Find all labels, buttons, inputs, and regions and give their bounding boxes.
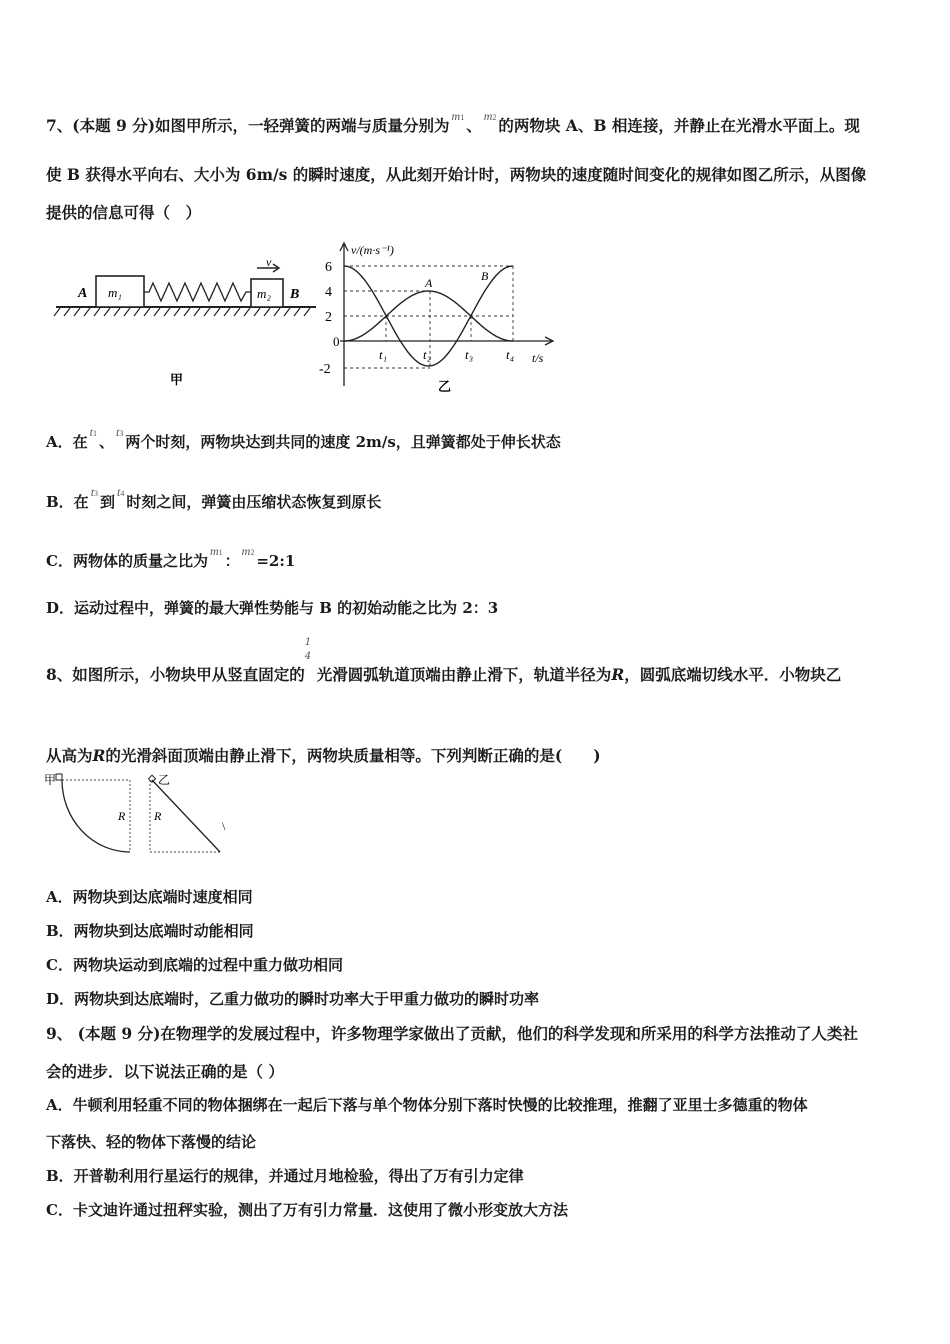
- label-A: A: [78, 286, 88, 301]
- q8-option-a[interactable]: A．两物块到达底端时速度相同: [46, 888, 253, 906]
- q9-option-b[interactable]: B．开普勒利用行星运行的规律，并通过月地检验，得出了万有引力定律: [46, 1167, 524, 1185]
- stray-mark: \: [222, 819, 226, 833]
- xtick-t4: t₄: [506, 347, 515, 362]
- var-R: R: [611, 665, 625, 684]
- q9-option-c[interactable]: C．卡文迪许通过扭秤实验，测出了万有引力常量．这使用了微小形变放大方法: [46, 1201, 568, 1219]
- var-m1: m1: [209, 544, 223, 558]
- separator: 、: [466, 116, 482, 135]
- incline: [152, 780, 220, 852]
- q8-option-c[interactable]: C．两物块运动到底端的过程中重力做功相同: [46, 956, 343, 974]
- fraction-quarter: 1 4: [304, 637, 312, 662]
- q8-line-2: 从高为R的光滑斜面顶端由静止滑下，两物块质量相等。下列判断正确的是( ): [46, 746, 601, 765]
- ytick-2: 2: [325, 310, 332, 325]
- x-axis-label: t/s: [532, 351, 544, 365]
- label-v: v: [266, 255, 272, 269]
- label-B: B: [290, 287, 300, 302]
- curve-B-label: B: [481, 269, 489, 283]
- caption-yi: 乙: [438, 379, 452, 394]
- xtick-t3: t₃: [465, 347, 474, 362]
- q9-option-a-cont: 下落快、轻的物体下落慢的结论: [46, 1133, 257, 1151]
- q7-figure-jia: [52, 252, 322, 397]
- q7-line-3: 提供的信息可得（ ）: [46, 203, 202, 222]
- label-m1: m₁: [108, 285, 122, 300]
- ytick-6: 6: [325, 260, 332, 275]
- var-m2: m2: [241, 544, 255, 558]
- label-m2: m₂: [257, 286, 271, 301]
- q9-line-1: 9、 (本题 9 分)在物理学的发展过程中，许多物理学家做出了贡献，他们的科学发现和所采用的科学方法推动了人类社: [46, 1024, 858, 1043]
- label-jia: 甲: [44, 773, 57, 787]
- curve-A-label: A: [425, 276, 433, 290]
- q7-line-2: 使 B 获得水平向右、大小为 6m/s 的瞬时速度，从此刻开始计时，两物块的速度随时间变化的规律如图乙所示，从图像: [46, 165, 867, 184]
- caption-jia: 甲: [170, 372, 184, 387]
- q8-option-d[interactable]: D．两物块到达底端时，乙重力做功的瞬时功率大于甲重力做功的瞬时功率: [46, 990, 540, 1008]
- q9-option-a[interactable]: A．牛顿利用轻重不同的物体捆绑在一起后下落与单个物体分别下落时快慢的比较推理，推翻了亚里士多德重的物体: [46, 1096, 808, 1114]
- var-t1: t1: [89, 425, 97, 439]
- q7-option-c[interactable]: C．两物体的质量之比为$^{m1}$ ：$^{m2}$ =2:1: [46, 544, 296, 570]
- ytick-neg2: -2: [319, 362, 331, 377]
- var-t3: t3: [90, 485, 99, 499]
- q7-option-a[interactable]: A．在$^{t1}$ 、$^{t3}$ 两个时刻，两物块达到共同的速度 2m/s，且弹簧都处于伸长状态: [46, 425, 561, 451]
- var-t3: t3: [116, 425, 124, 439]
- q7-text: 的两物块 A、B 相连接，并静止在光滑水平面上。现: [498, 116, 860, 135]
- xtick-t2: t₂: [423, 347, 432, 362]
- q7-text: 7、(本题 9 分)如图甲所示，一轻弹簧的两端与质量分别为: [46, 116, 450, 135]
- label-R1: R: [118, 809, 126, 823]
- var-m1: m1: [451, 109, 465, 123]
- q8-figure: [42, 768, 242, 858]
- var-m2: m2: [483, 109, 497, 123]
- q8-option-b[interactable]: B．两物块到达底端时动能相同: [46, 922, 254, 940]
- y-axis-label: v/(m·s⁻¹): [351, 243, 394, 257]
- ytick-0: 0: [333, 334, 340, 349]
- q7-figure-yi: [315, 238, 565, 398]
- q8-line-1: 8、如图所示，小物块甲从竖直固定的 1 4 光滑圆弧轨道顶端由静止滑下，轨道半径为R，圆弧底端切线水平．小物块乙: [46, 637, 842, 684]
- ytick-4: 4: [325, 285, 332, 300]
- q9-line-2: 会的进步．以下说法正确的是（ ）: [46, 1062, 284, 1081]
- q7-option-b[interactable]: B．在$^{t3}$ 到$^{t4}$ 时刻之间，弹簧由压缩状态恢复到原长: [46, 485, 382, 511]
- var-t4: t4: [117, 485, 125, 499]
- var-R: R: [92, 746, 106, 765]
- xtick-t1: t₁: [379, 347, 388, 362]
- q7-line-1: [46, 109, 860, 136]
- label-R2: R: [154, 809, 162, 823]
- label-yi: 乙: [158, 773, 171, 787]
- q7-option-d[interactable]: D．运动过程中，弹簧的最大弹性势能与 B 的初始动能之比为 2：3: [46, 599, 499, 617]
- spring: [144, 283, 251, 301]
